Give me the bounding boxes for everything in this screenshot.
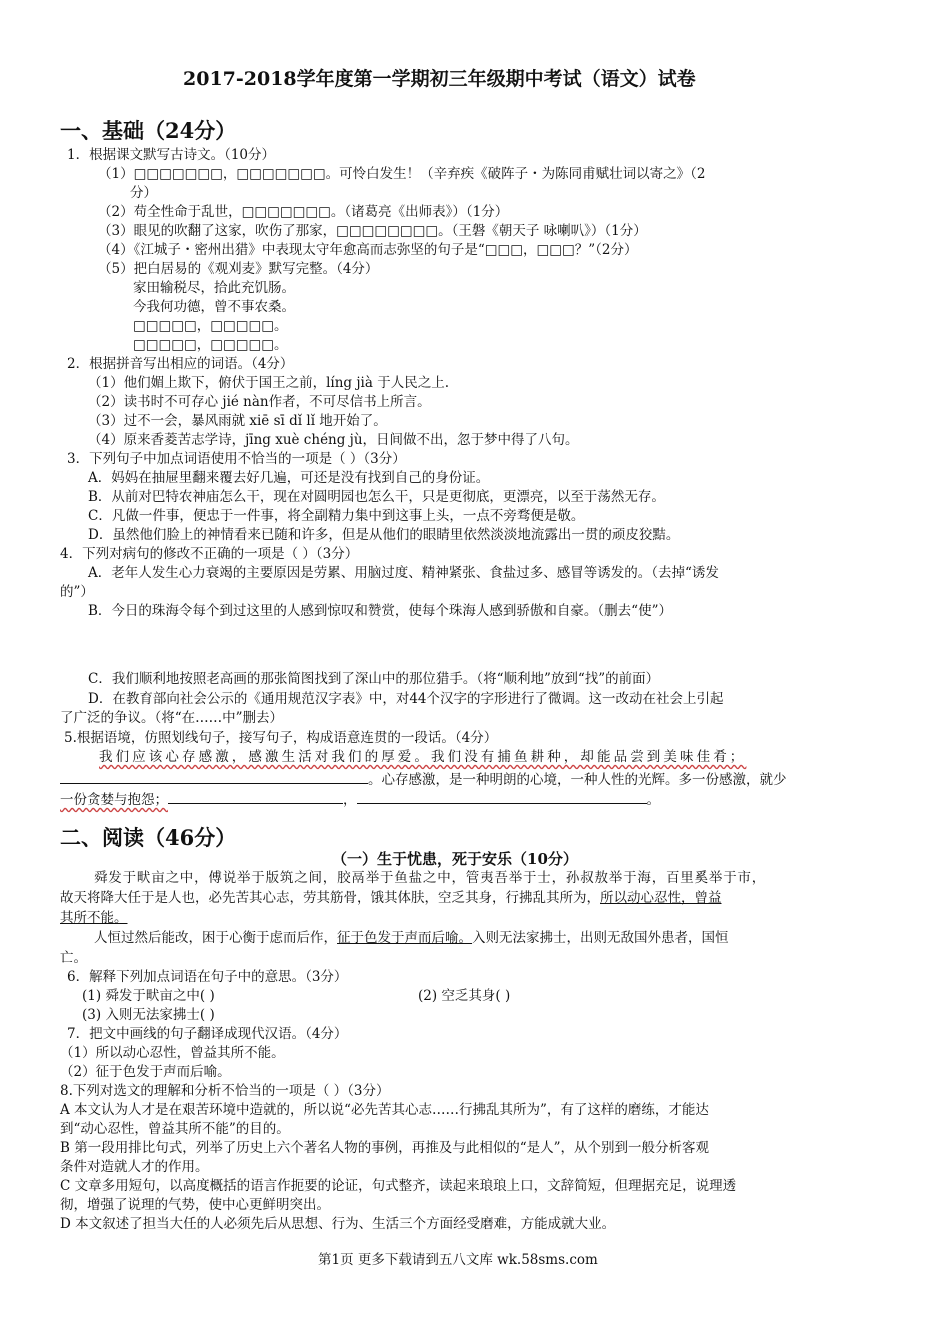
passage-underlined-sentence-1: 所以动心忍性，曾益 <box>600 890 722 906</box>
q2-item-2: （2）读书时不可存心 jié nàn作者，不可尽信书上所言。 <box>88 394 431 410</box>
q8-option-b-cont: 条件对造就人才的作用。 <box>60 1159 209 1175</box>
q2-item-4: （4）原来香菱苦志学诗，jīng xuè chéng jù，日间做不出，忽于梦中得了八句。 <box>88 432 579 448</box>
q5-text-line-1 <box>99 748 746 767</box>
q2-item-3: （3）过不一会，暴风雨就 xiē sī dǐ lǐ 地开始了。 <box>88 413 387 429</box>
q1-item-1-cont: 分） <box>130 185 157 201</box>
q6-item-3: (3) 入则无法家拂士( ) <box>82 1007 215 1023</box>
passage-underlined-sentence-2: 征于色发于声而后喻。 <box>337 930 472 946</box>
q8-option-a-cont: 到“动心忍性，曾益其所不能”的目的。 <box>60 1121 290 1137</box>
q1-item-1: （1）□□□□□□□，□□□□□□□。可怜白发生！（辛弃疾《破阵子・为陈同甫赋壮词以寄之》（2 <box>98 166 706 182</box>
q1-item-4: （4）《江城子・密州出猎》中表现太守年愈高而志弥坚的句子是“□□□，□□□？”（2分） <box>98 242 638 258</box>
passage-line-5: 亡。 <box>60 950 87 966</box>
passage-line-1: 舜发于畎亩之中，傅说举于版筑之间，胶鬲举于鱼盐之中，管夷吾举于士，孙叔敖举于海，百里奚举于市， <box>94 870 767 886</box>
question-2: 2．根据拼音写出相应的词语。（4分） <box>67 356 294 372</box>
question-1: 1．根据课文默写古诗文。（10分） <box>67 147 276 163</box>
q3-option-b: B．从前对巴特农神庙怎么干，现在对圆明园也怎么干，只是更彻底，更漂亮，以至于荡然无存。 <box>88 489 665 505</box>
q4-option-b: B．今日的珠海令每个到过这里的人感到惊叹和赞赏，使每个珠海人感到骄傲和自豪。（删去“使”） <box>88 603 672 619</box>
q5-answer-blank-3[interactable] <box>357 788 647 804</box>
q4-option-d: D．在教育部向社会公示的《通用规范汉字表》中，对44个汉字的字形进行了微调。这一改动在社会上引起 <box>88 691 724 707</box>
q1-item-3: （3）眼见的吹翻了这家，吹伤了那家，□□□□□□□□。（王磐《朝天子 咏喇叭》）（1分） <box>98 223 647 239</box>
q3-option-a: A．妈妈在抽屉里翻来覆去好几遍，可还是没有找到自己的身份证。 <box>88 470 490 486</box>
question-3: 3．下列句子中加点词语使用不恰当的一项是（ ）（3分） <box>67 451 406 467</box>
section-2-heading: 二、阅读（46分） <box>60 825 237 850</box>
q5-text-line-3: 一份贪婪与抱怨； ， 。 <box>60 788 660 810</box>
poem-line-2: 今我何功德，曾不事农桑。 <box>133 299 295 315</box>
passage-line-4: 人恒过然后能改，困于心衡于虑而后作，征于色发于声而后喻。入则无法家拂士，出则无敌国外患者，国恒 <box>94 930 729 946</box>
q8-option-b: B 第一段用排比句式，列举了历史上六个著名人物的事例，再推及与此相似的“是人”，从个别到一般分析客观 <box>60 1140 710 1156</box>
poem-blank-1: □□□□□，□□□□□。 <box>133 318 288 334</box>
page-footer: 第1页 更多下载请到五八文库 wk.58sms.com <box>318 1252 598 1268</box>
q8-option-d: D 本文叙述了担当大任的人必须先后从思想、行为、生活三个方面经受磨难，方能成就大业。 <box>60 1216 616 1232</box>
q4-option-d-cont: 了广泛的争议。（将“在……中”删去） <box>60 710 284 726</box>
q4-option-a-cont: 的”） <box>60 584 94 600</box>
q5-answer-blank-2[interactable] <box>168 788 343 804</box>
question-7: 7．把文中画线的句子翻译成现代汉语。（4分） <box>67 1026 348 1042</box>
q8-option-a: A 本文认为人才是在艰苦环境中造就的，所以说“必先苦其心志……行拂乱其所为”，有了这样的磨练，才能达 <box>60 1102 709 1118</box>
page-title: 2017-2018学年度第一学期初三年级期中考试（语文）试卷 <box>183 68 696 90</box>
q6-item-2: (2) 空乏其身( ) <box>418 988 511 1004</box>
q7-item-1: （1）所以动心忍性，曾益其所不能。 <box>60 1045 285 1061</box>
q8-option-c-cont: 彻，增强了说理的气势，使中心更鲜明突出。 <box>60 1197 330 1213</box>
section-1-heading: 一、基础（24分） <box>60 118 237 143</box>
q5-text-line-2: 。心存感激，是一种明朗的心境，一种人性的光辉。多一份感激，就少 <box>60 768 787 790</box>
question-8: 8.下列对选文的理解和分析不恰当的一项是（ ）（3分） <box>60 1083 390 1099</box>
passage-title: （一）生于忧患，死于安乐（10分） <box>332 850 578 868</box>
q5-answer-blank-1[interactable] <box>60 768 368 784</box>
q1-item-5: （5）把白居易的《观刈麦》默写完整。（4分） <box>98 261 379 277</box>
q3-option-d: D．虽然他们脸上的神情看来已随和许多，但是从他们的眼睛里依然淡淡地流露出一贯的顽皮狡黠。 <box>88 527 680 543</box>
q7-item-2: （2）征于色发于声而后喻。 <box>60 1064 231 1080</box>
question-6: 6．解释下列加点词语在句子中的意思。（3分） <box>67 969 348 985</box>
question-5: 5.根据语境，仿照划线句子，接写句子，构成语意连贯的一段话。（4分） <box>64 730 498 746</box>
q4-option-c: C．我们顺利地按照老高画的那张简图找到了深山中的那位猎手。（将“顺利地”放到“找”的前面） <box>88 671 660 687</box>
passage-line-3: 其所不能。 <box>60 910 128 926</box>
q3-option-c: C．凡做一件事，便忠于一件事，将全副精力集中到这事上头，一点不旁骛便是敬。 <box>88 508 585 524</box>
q8-option-c: C 文章多用短句，以高度概括的语言作扼要的论证，句式整齐，读起来琅琅上口，文辞简短，但理据充足，说理透 <box>60 1178 737 1194</box>
q2-item-1: （1）他们媚上欺下，俯伏于国王之前，líng jià 于人民之上. <box>88 375 449 391</box>
q4-option-a: A．老年人发生心力衰竭的主要原因是劳累、用脑过度、精神紧张、食盐过多、感冒等诱发的。（去掉“诱发 <box>88 565 719 581</box>
q5-model-sentence: 我们应该心存感激，感激生活对我们的厚爱。我们没有捕鱼耕种，却能品尝到美味佳肴； <box>99 749 747 765</box>
passage-line-2: 故天将降大任于是人也，必先苦其心志，劳其筋骨，饿其体肤，空乏其身，行拂乱其所为，所以动心忍性，曾益 <box>60 890 722 906</box>
poem-blank-2: □□□□□，□□□□□。 <box>133 337 288 353</box>
q1-item-2: （2）苟全性命于乱世，□□□□□□□。（诸葛亮《出师表》）（1分） <box>98 204 509 220</box>
q6-item-1: (1) 舜发于畎亩之中( ) <box>82 988 215 1004</box>
question-4: 4．下列对病句的修改不正确的一项是（ ）（3分） <box>60 546 359 562</box>
poem-line-1: 家田输税尽，拾此充饥肠。 <box>133 280 295 296</box>
